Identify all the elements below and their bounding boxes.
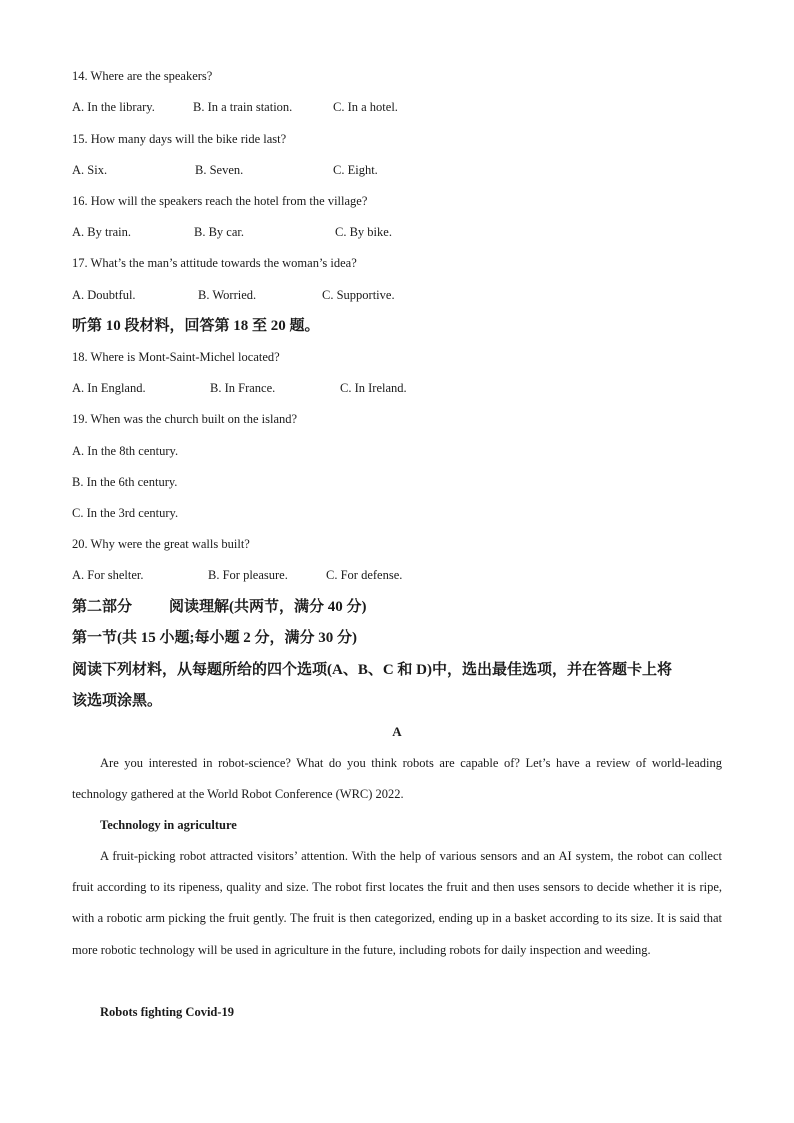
option-c: C. By bike. <box>335 225 392 239</box>
question-15: 15. How many days will the bike ride last? <box>72 132 287 146</box>
question-19: 19. When was the church built on the island? <box>72 412 298 426</box>
option-a: A. Six. <box>72 163 108 177</box>
question-16: 16. How will the speakers reach the hotel from the village? <box>72 194 368 208</box>
subheading: Technology in agriculture <box>100 818 237 832</box>
option-a: A. In the library. <box>72 100 155 114</box>
option-b: B. By car. <box>194 225 244 239</box>
option-c: C. Eight. <box>333 163 378 177</box>
option-b: B. Seven. <box>195 163 244 177</box>
option-b: B. Worried. <box>198 288 257 302</box>
option-c: C. For defense. <box>326 568 403 582</box>
question-18: 18. Where is Mont-Saint-Michel located? <box>72 350 280 364</box>
passage-label: A <box>392 724 402 739</box>
question-17: 17. What’s the man’s attitude towards the woman’s idea? <box>72 256 357 270</box>
instruction-text: 阅读下列材料，从每题所给的四个选项(A、B、C 和 D)中，选出最佳选项，并在答题卡上将 <box>72 662 672 678</box>
option-c: C. In Ireland. <box>340 381 407 395</box>
option-a: A. For shelter. <box>72 568 144 582</box>
part-heading: 第二部分 <box>72 599 133 615</box>
instruction-text: 该选项涂黑。 <box>72 693 163 709</box>
question-20: 20. Why were the great walls built? <box>72 537 250 551</box>
option-b: B. In the 6th century. <box>72 475 178 489</box>
option-a: A. Doubtful. <box>72 288 136 302</box>
option-b: B. For pleasure. <box>208 568 288 582</box>
option-a: A. In England. <box>72 381 146 395</box>
subheading: Robots fighting Covid-19 <box>100 1005 235 1019</box>
option-b: B. In a train station. <box>193 100 293 114</box>
question-14: 14. Where are the speakers? <box>72 69 213 83</box>
section-heading: 听第 10 段材料，回答第 18 至 20 题。 <box>72 318 320 334</box>
option-a: A. In the 8th century. <box>72 444 179 458</box>
part-heading-title: 阅读理解(共两节，满分 40 分) <box>169 599 367 615</box>
option-b: B. In France. <box>210 381 276 395</box>
passage-intro: Are you interested in robot-science? What do you think robots are capable of? Let’s have a review of world-leading technology gathered at the World Robot Conference (WRC) 2022. <box>72 756 722 802</box>
option-c: C. Supportive. <box>322 288 395 302</box>
option-c: C. In a hotel. <box>333 100 398 114</box>
option-a: A. By train. <box>72 225 132 239</box>
passage-paragraph: A fruit-picking robot attracted visitors’ attention. With the help of various sensors and an AI system, the robot can collect fruit according to its ripeness, quality and size. The robot first locates the fruit and then uses sensors to decide whether it is ripe, with a robotic arm picking the fruit gently. The fruit is then categorized, ending up in a basket according to its size. It is said that more robotic technology will be used in agriculture in the future, including robots for daily inspection and weeding. <box>72 849 722 957</box>
option-c: C. In the 3rd century. <box>72 506 179 520</box>
section-heading: 第一节(共 15 小题;每小题 2 分，满分 30 分) <box>72 630 357 646</box>
